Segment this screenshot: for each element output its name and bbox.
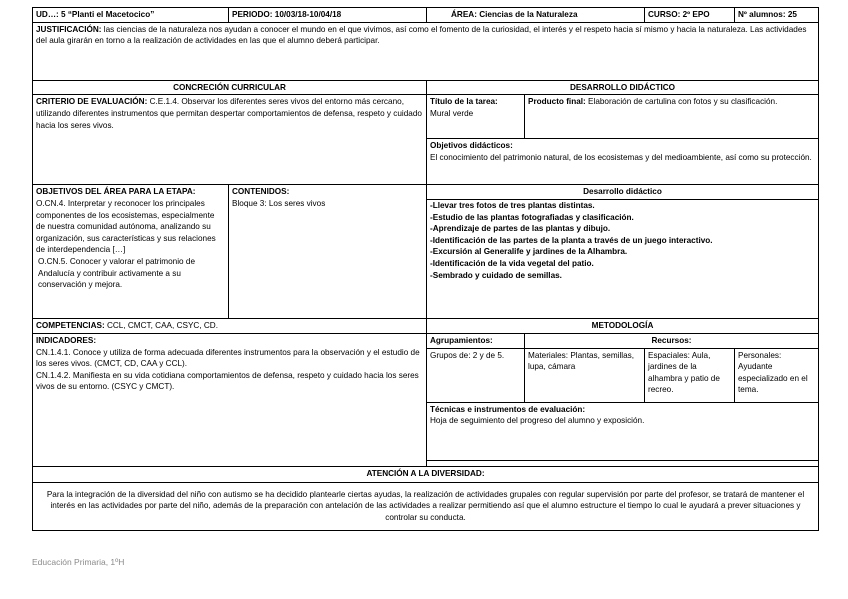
criterio-label: CRITERIO DE EVALUACIÓN: — [36, 97, 148, 107]
justificacion-text: las ciencias de la naturaleza nos ayudan a conocer el mundo en el que vivimos, así como el fomento de la curiosidad, el interés y el respeto hacia sí mismo y hacia la naturaleza. Las actividades del aula girarán en torno a la realización de actividades en las que el alumno deberá participar. — [36, 24, 807, 46]
list-item: -Llevar tres fotos de tres plantas distintas. — [430, 200, 595, 210]
list-item: -Aprendizaje de partes de las plantas y dibujo. — [430, 224, 611, 234]
indicadores-text-2: CN.1.4.2. Manifiesta en su vida cotidiana comportamientos de defensa, respeto y cuidado hacia los seres vivos de su entorno. (CSYC y CMCT). — [36, 370, 419, 392]
objetivos-area-text-1: O.CN.4. Interpretar y reconocer los principales componentes de los ecosistemas, especialmente de nuestra comunidad autónoma, analizando su organización, sus características y sus relaciones de interdependencia […] — [36, 198, 216, 255]
unit-plan-table — [32, 7, 819, 531]
desarrollo-list — [427, 200, 818, 281]
metodologia-heading: METODOLOGÍA — [427, 319, 819, 334]
unit-title: UD…: 5 “Planti el Macetocico” — [33, 8, 229, 23]
indicadores — [33, 333, 427, 466]
concrecion-heading: CONCRECIÓN CURRICULAR — [33, 80, 427, 95]
agrupamientos-label: Agrupamientos: — [427, 333, 525, 348]
justificacion-label: JUSTIFICACIÓN: — [36, 24, 102, 34]
indicadores-label: INDICADORES: — [36, 335, 97, 345]
tarea-value: Mural verde — [430, 108, 474, 118]
producto-value: Elaboración de cartulina con fotos y su clasificación. — [588, 97, 778, 107]
competencias — [33, 319, 427, 334]
diversidad-heading: ATENCIÓN A LA DIVERSIDAD: — [33, 466, 819, 482]
objetivos-area-label: OBJETIVOS DEL ÁREA PARA LA ETAPA: — [36, 187, 196, 197]
tarea-label: Título de la tarea: — [430, 97, 498, 107]
objetivos-area — [33, 185, 229, 319]
curso: CURSO: 2º EPO — [645, 8, 735, 23]
objetivos-didacticos-text: El conocimiento del patrimonio natural, de los ecosistemas y del medioambiente, así como su protección. — [430, 152, 812, 162]
contenidos-text: Bloque 3: Los seres vivos — [232, 198, 326, 208]
tecnicas-evaluacion — [427, 402, 819, 460]
criterio-text: C.E.1.4. Observar los diferentes seres vivos del entorno más cercano, utilizando diferentes instrumentos que permitan despertar comportamientos de defensa, respeto y cuidado hacia los seres vivos. — [36, 97, 422, 130]
list-item: -Estudio de las plantas fotografiadas y clasificación. — [430, 212, 634, 222]
objetivos-didacticos-label: Objetivos didácticos: — [430, 141, 513, 151]
recursos-label: Recursos: — [525, 333, 819, 348]
diversidad-text: Para la integración de la diversidad del niño con autismo se ha decidido plantearle ciertas ayudas, la realización de actividades grupales con regular supervisión por parte del profesor, se tratará de mantener el interés en las actividades por parte del niño, además de la preparación con antelación de las actividades a realizar permitiendo así que el alumno estructure el tiempo lo cual le ayudará a prever situaciones y controlar su conducta. — [33, 482, 819, 530]
titulo-tarea — [427, 95, 525, 139]
criterio-evaluacion — [33, 95, 427, 185]
producto-label: Producto final: — [528, 97, 586, 107]
list-item: -Excursión al Generalife y jardines de la Alhambra. — [430, 247, 628, 257]
recursos-materiales: Materiales: Plantas, semillas, lupa, cámara — [525, 348, 645, 402]
tecnicas-label: Técnicas e instrumentos de evaluación: — [430, 404, 586, 414]
list-item: -Identificación de las partes de la planta a través de un juego interactivo. — [430, 235, 713, 245]
recursos-espaciales: Espaciales: Aula, jardines de la alhambra y patio de recreo. — [645, 348, 735, 402]
justificacion — [33, 22, 819, 80]
desarrollo-didactico-title: Desarrollo didáctico — [427, 185, 818, 200]
area: ÁREA: Ciencias de la Naturaleza — [427, 8, 645, 23]
indicadores-text-1: CN.1.4.1. Conoce y utiliza de forma adecuada diferentes instrumentos para la observación y el estudio de los seres vivos. (CMCT, CD, CAA y CCL). — [36, 347, 420, 369]
agrupamientos-value: Grupos de: 2 y de 5. — [427, 348, 525, 402]
competencias-text: CCL, CMCT, CAA, CSYC, CD. — [106, 321, 218, 331]
periodo: PERIODO: 10/03/18-10/04/18 — [229, 8, 427, 23]
objetivos-didacticos — [427, 139, 819, 185]
list-item: -Sembrado y cuidado de semillas. — [430, 270, 562, 280]
competencias-label: COMPETENCIAS: — [36, 321, 105, 331]
desarrollo-heading: DESARROLLO DIDÁCTICO — [427, 80, 819, 95]
contenidos-label: CONTENIDOS: — [232, 187, 290, 197]
producto-final — [525, 95, 819, 139]
objetivos-area-text-2: O.CN.5. Conocer y valorar el patrimonio de Andalucía y contribuir activamente a su conservación y mejora. — [38, 257, 195, 290]
recursos-personales: Personales: Ayudante especializado en el tema. — [735, 348, 819, 402]
footer: Educación Primaria, 1ºH — [32, 557, 125, 567]
tecnicas-text: Hoja de seguimiento del progreso del alumno y exposición. — [430, 416, 645, 426]
list-item: -Identificación de la vida vegetal del patio. — [430, 259, 594, 269]
contenidos — [229, 185, 427, 319]
desarrollo-didactico — [427, 185, 819, 319]
num-alumnos: Nº alumnos: 25 — [735, 8, 819, 23]
